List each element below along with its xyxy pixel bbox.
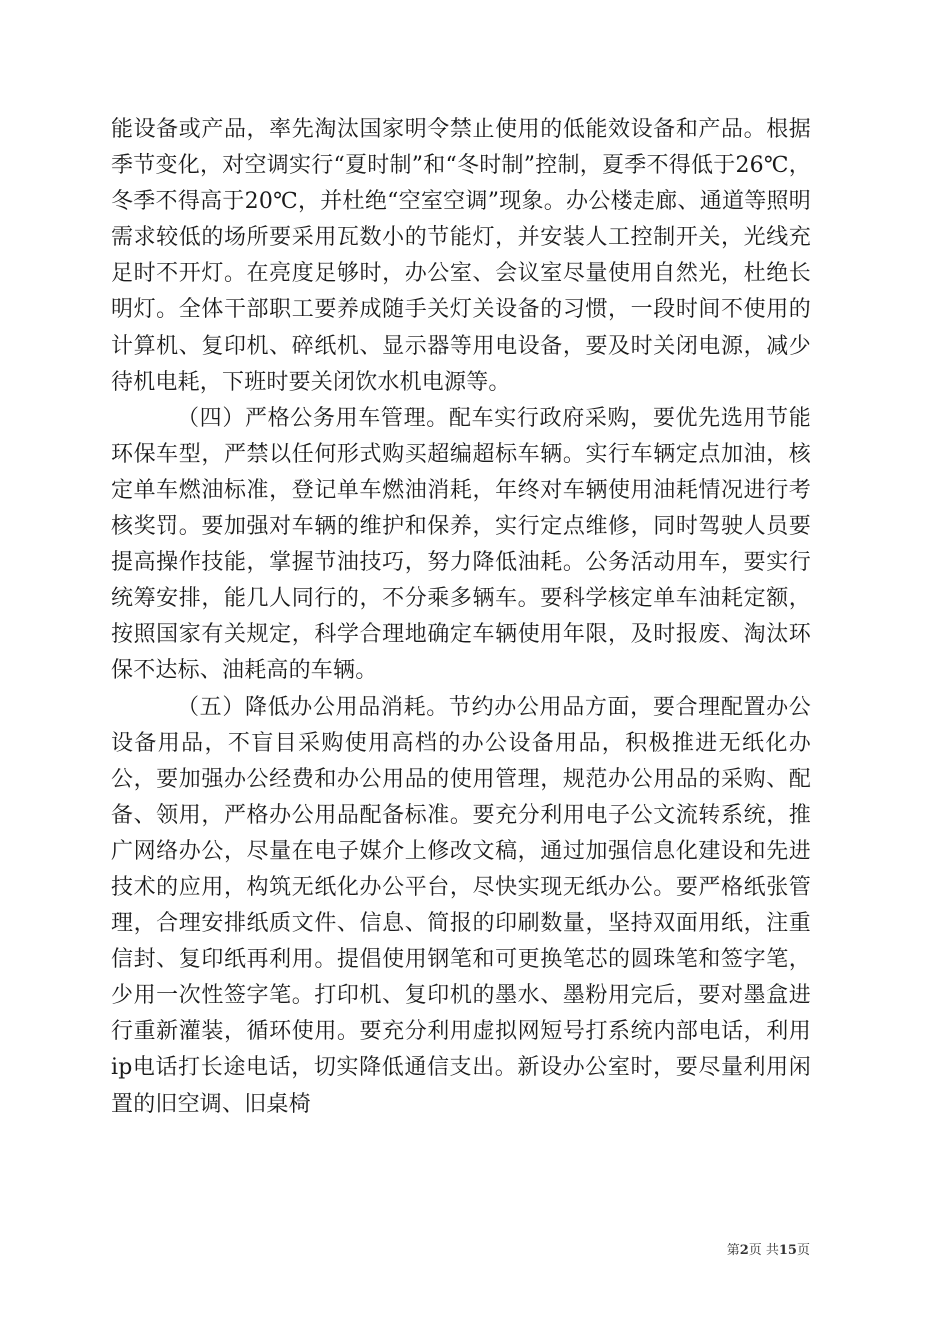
footer-suffix: 页 <box>796 1243 810 1258</box>
footer-middle: 页 共 <box>748 1243 779 1258</box>
page-number-footer <box>727 1239 810 1258</box>
current-page-number: 2 <box>739 1243 749 1258</box>
total-page-number: 15 <box>778 1243 797 1258</box>
document-body <box>111 112 811 1123</box>
footer-prefix: 第 <box>726 1243 740 1258</box>
paragraph-section-5: （五）降低办公用品消耗。节约办公用品方面，要合理配置办公设备用品，不盲目采购使用高档的办公设备用品，积极推进无纸化办公，要加强办公经费和办公用品的使用管理，规范办公用品的采购、配备、领用，严格办公用品配备标准。要充分利用电子公文流转系统，推广网络办公，尽量在电子媒介上修改文稿，通过加强信息化建设和先进技术的应用，构筑无纸化办公平台，尽快实现无纸办公。要严格纸张管理，合理安排纸质文件、信息、简报的印刷数量，坚持双面用纸，注重信封、复印纸再利用。提倡使用钢笔和可更换笔芯的圆珠笔和签字笔，少用一次性签字笔。打印机、复印机的墨水、墨粉用完后，要对墨盒进行重新灌装，循环使用。要充分利用虚拟网短号打系统内部电话，利用ip电话打长途电话，切实降低通信支出。新设办公室时，要尽量利用闲置的旧空调、旧桌椅 <box>111 694 811 1117</box>
paragraph-continued: 能设备或产品，率先淘汰国家明令禁止使用的低能效设备和产品。根据季节变化，对空调实行“夏时制”和“冬时制”控制，夏季不得低于26℃，冬季不得高于20℃，并杜绝“空室空调”现象。办公楼走廊、通道等照明需求较低的场所要采用瓦数小的节能灯，并安装人工控制开关，光线充足时不开灯。在亮度足够时，办公室、会议室尽量使用自然光，杜绝长明灯。全体干部职工要养成随手关灯关设备的习惯，一段时间不使用的计算机、复印机、碎纸机、显示器等用电设备，要及时关闭电源，减少待机电耗，下班时要关闭饮水机电源等。 <box>111 117 811 395</box>
paragraph-section-4: （四）严格公务用车管理。配车实行政府采购，要优先选用节能环保车型，严禁以任何形式购买超编超标车辆。实行车辆定点加油，核定单车燃油标准，登记单车燃油消耗，年终对车辆使用油耗情况进行考核奖罚。要加强对车辆的维护和保养，实行定点维修，同时驾驶人员要提高操作技能，掌握节油技巧，努力降低油耗。公务活动用车，要实行统筹安排，能几人同行的，不分乘多辆车。要科学核定单车油耗定额，按照国家有关规定，科学合理地确定车辆使用年限，及时报废、淘汰环保不达标、油耗高的车辆。 <box>111 405 811 684</box>
